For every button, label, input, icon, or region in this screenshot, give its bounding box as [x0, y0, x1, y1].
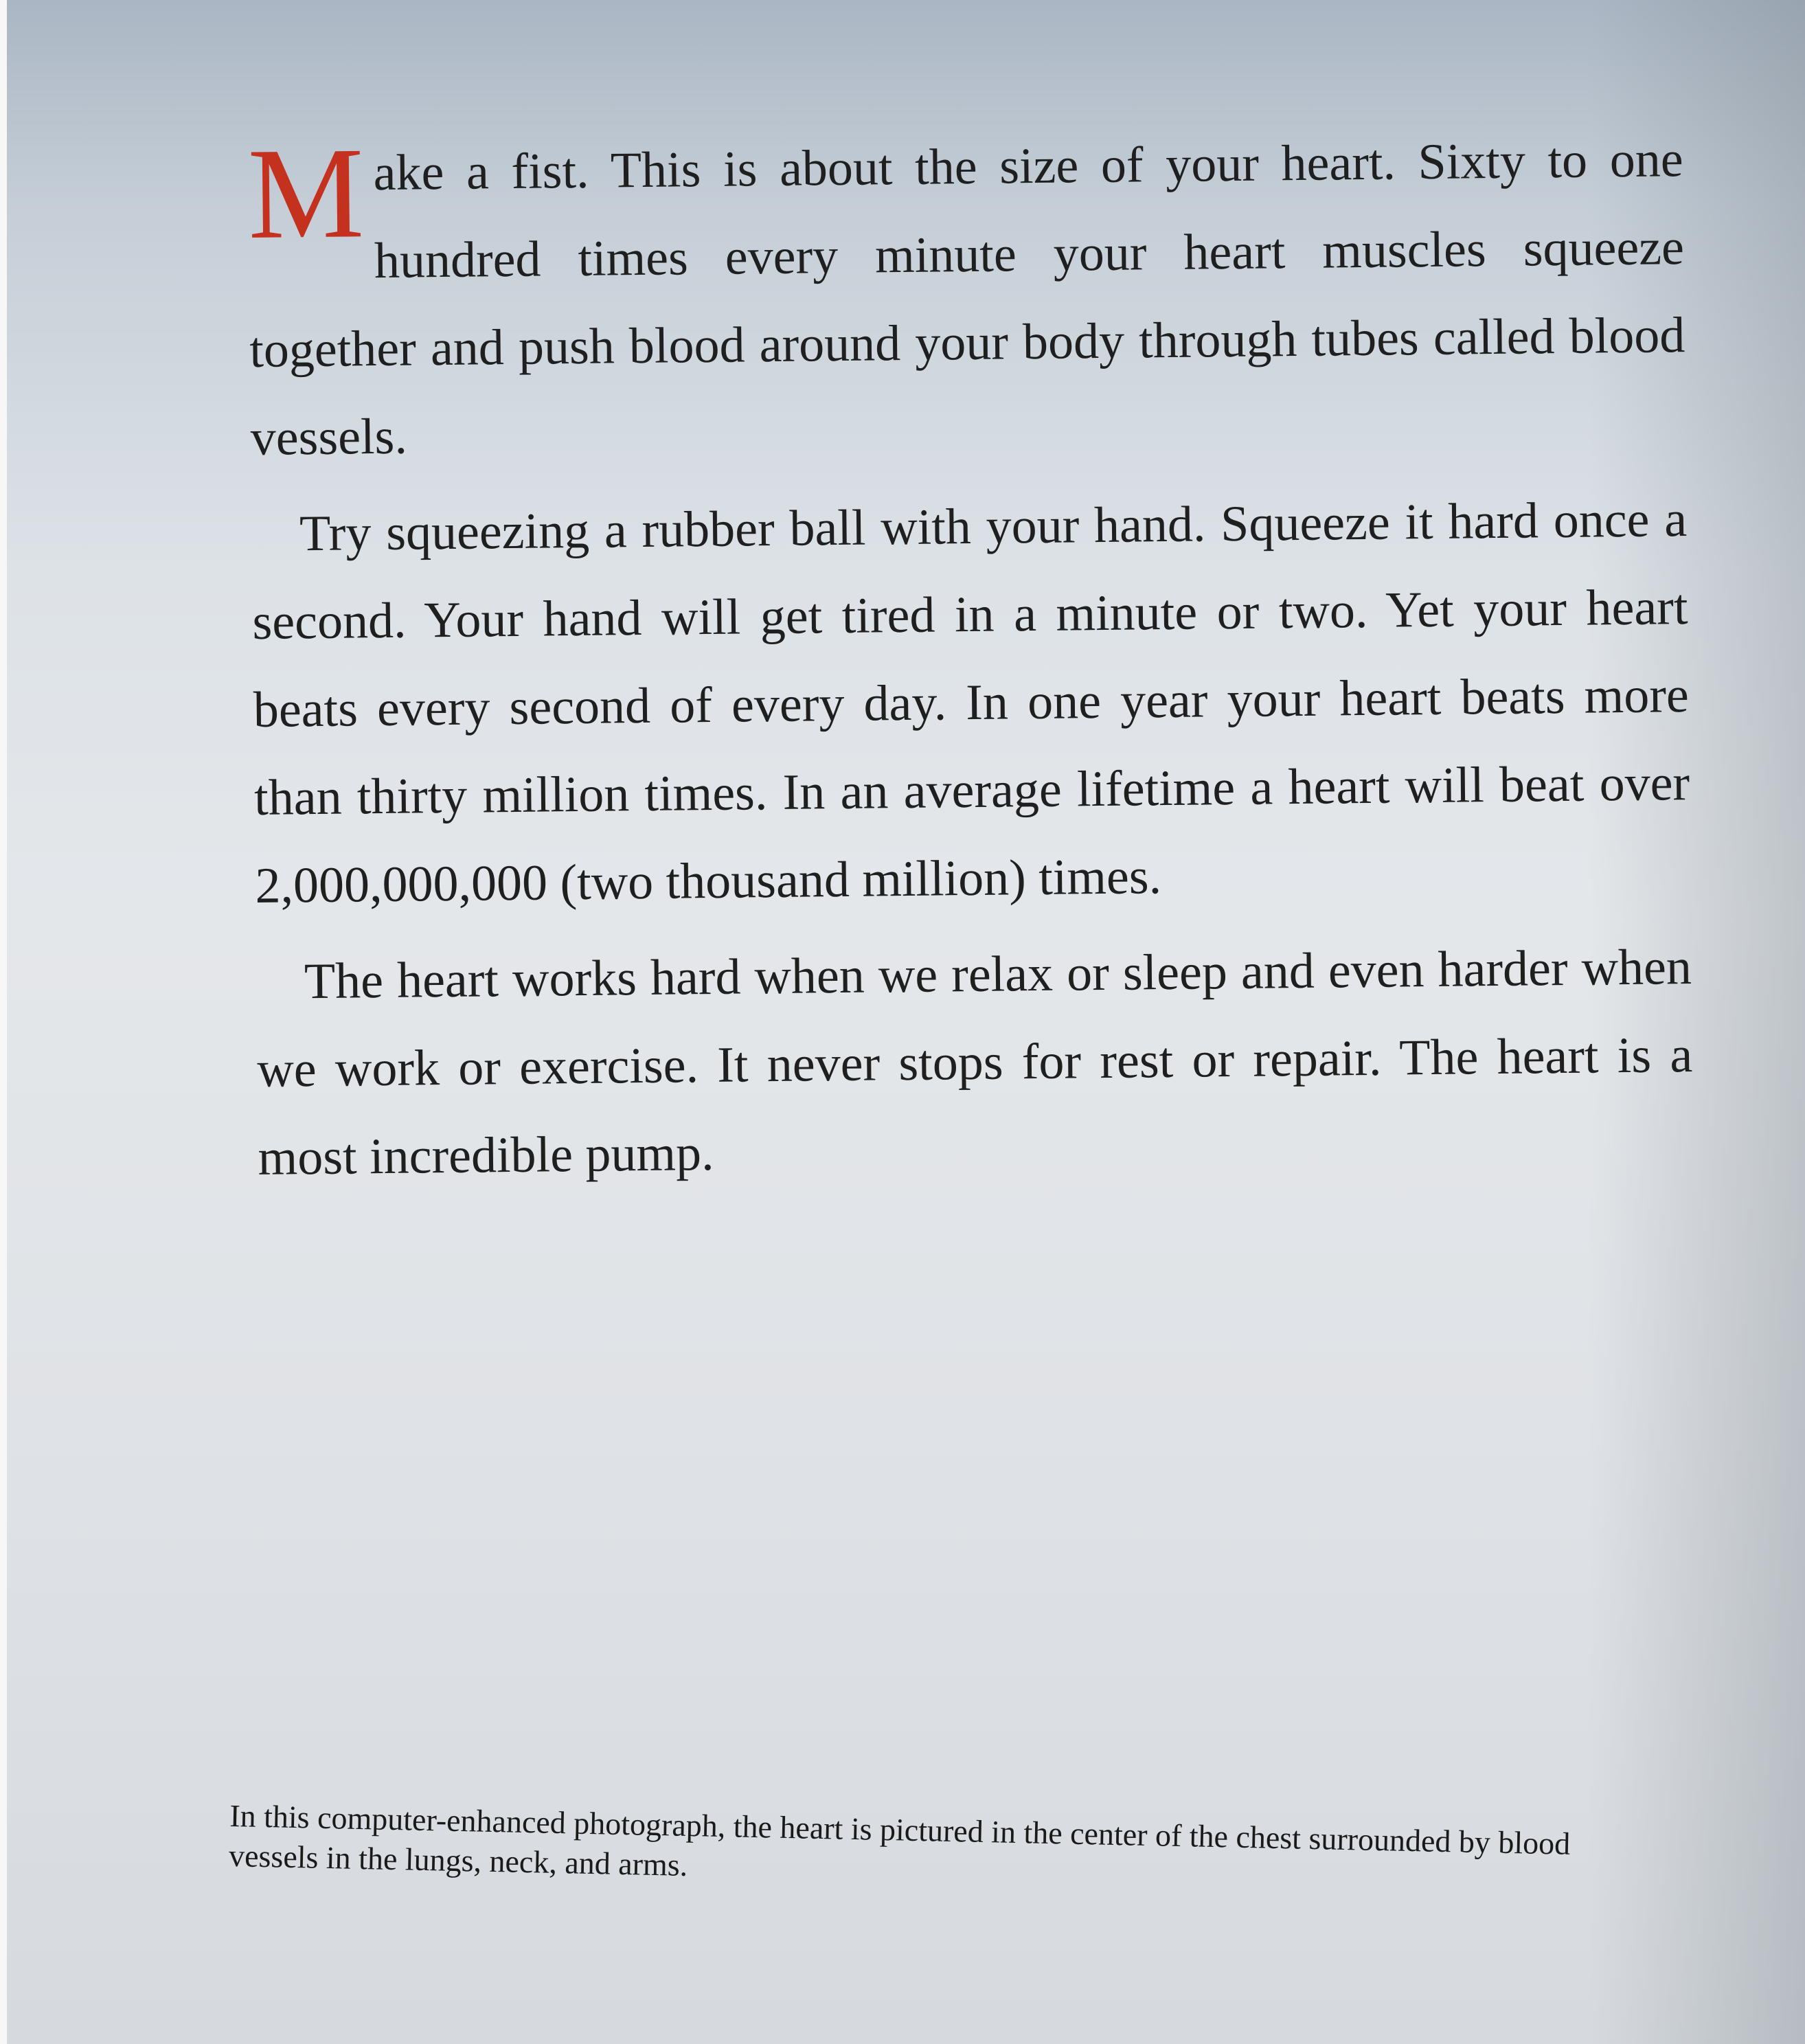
photo-caption: In this computer-enhanced photograph, the heart is pictured in the center of the chest surrounded by blood vessels in the lungs, neck, and arms.	[228, 1797, 1571, 1883]
paragraph-1	[247, 115, 1686, 482]
paragraph-3: The heart works hard when we relax or sleep and even harder when we work or exercise. It never stops for rest or repair. The heart is a most incredible pump.	[256, 939, 1693, 1186]
paragraph-2: Try squeezing a rubber ball with your hand. Squeeze it hard once a second. Your hand will get tired in a minute or two. Yet your heart beats every second of every day. In one year your heart beats more than thirty million times. In an average lifetime a heart will beat over 2,000,000,000 (two thousand million) times.	[252, 491, 1690, 914]
page-edge	[0, 0, 7, 2044]
article-body	[247, 115, 1694, 1210]
paragraph-1-text: ake a fist. This is about the size of your heart. Sixty to one hundred times every minute your heart muscles squeeze together and push blood around your body through tubes called blood vessels.	[249, 131, 1685, 466]
drop-cap: M	[247, 121, 365, 266]
